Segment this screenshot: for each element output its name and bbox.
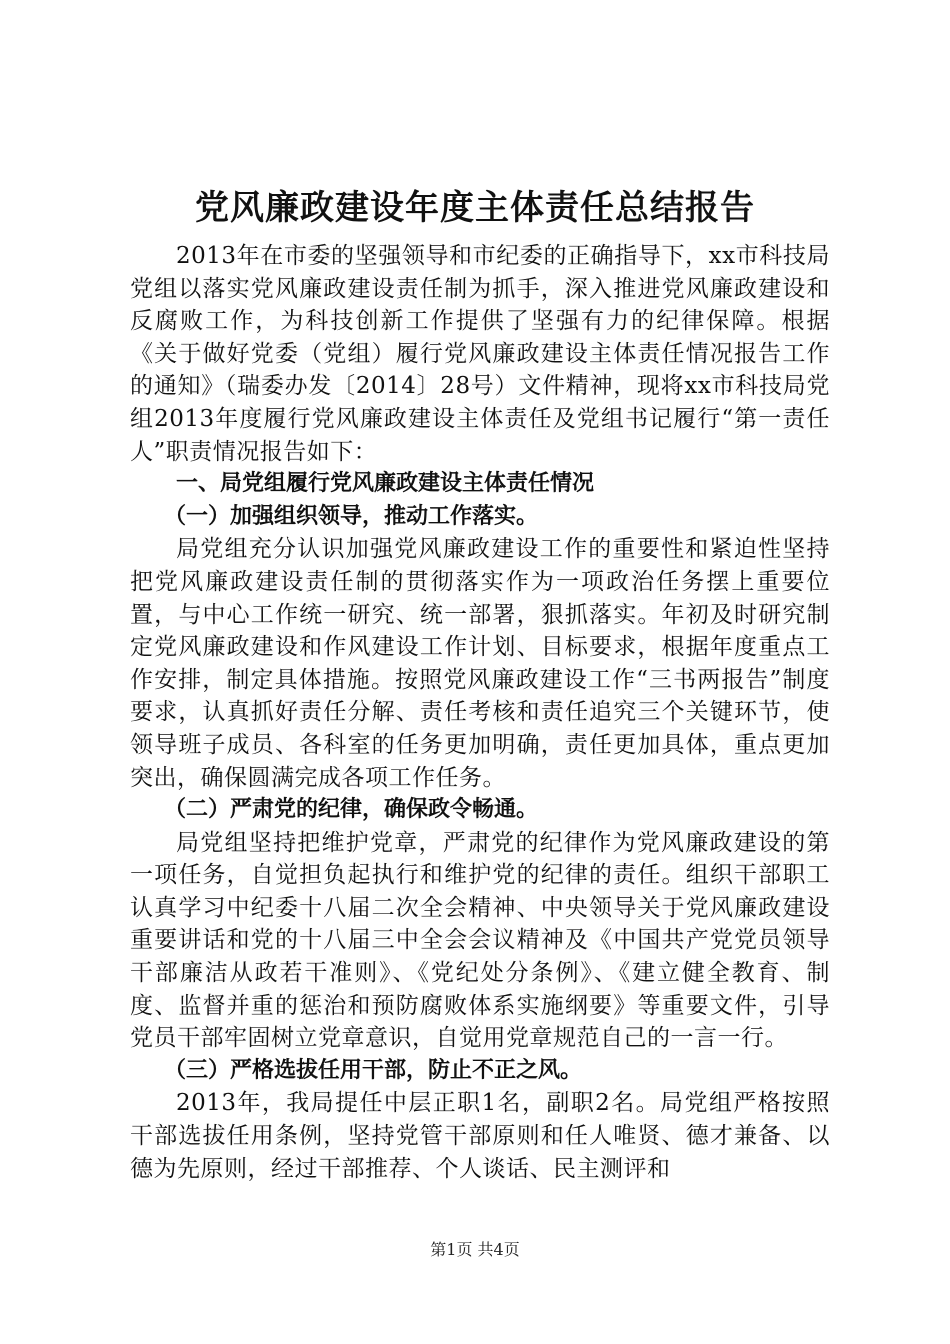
document-title: 党风廉政建设年度主体责任总结报告 (195, 188, 755, 228)
subsection-paragraph-1: 局党组充分认识加强党风廉政建设工作的重要性和紧迫性坚持把党风廉政建设责任制的贯彻落实作为一项政治任务摆上重要位置，与中心工作统一研究、统一部署，狠抓落实。年初及时研究制定党风廉政建设和作风建设工作计划、目标要求，根据年度重点工作安排，制定具体措施。按照党风廉政建设工作“三书两报告”制度要求，认真抓好责任分解、责任考核和责任追究三个关键环节，使领导班子成员、各科室的任务更加明确，责任更加具体，重点更加突出，确保圆满完成各项工作任务。 (130, 536, 830, 791)
subsection-paragraph-3: 2013年，我局提任中层正职1名，副职2名。局党组严格按照干部选拔任用条例，坚持党管干部原则和任人唯贤、德才兼备、以德为先原则，经过干部推荐、个人谈话、民主测评和 (130, 1090, 830, 1182)
page-number-footer: 第1页 共4页 (430, 1240, 520, 1259)
subsection-paragraph-2: 局党组坚持把维护党章，严肃党的纪律作为党风廉政建设的第一项任务，自觉担负起执行和维护党的纪律的责任。组织干部职工认真学习中纪委十八届二次全会精神、中央领导关于党风廉政建设重要讲话和党的十八届三中全会会议精神及《中国共产党党员领导干部廉洁从政若干准则》、《党纪处分条例》、《建立健全教育、制度、监督并重的惩治和预防腐败体系实施纲要》等重要文件，引导党员干部牢固树立党章意识，自觉用党章规范自己的一言一行。 (130, 829, 830, 1052)
document-body (130, 240, 830, 1185)
subsection-heading-1: （一）加强组织领导，推动工作落实。 (164, 503, 539, 529)
subsection-heading-2: （二）严肃党的纪律，确保政令畅通。 (164, 797, 539, 823)
section-heading-1: 一、局党组履行党风廉政建设主体责任情况 (176, 471, 595, 497)
intro-paragraph: 2013年在市委的坚强领导和市纪委的正确指导下，xx市科技局党组以落实党风廉政建设责任制为抓手，深入推进党风廉政建设和反腐败工作，为科技创新工作提供了坚强有力的纪律保障。根据《关于做好党委（党组）履行党风廉政建设主体责任情况报告工作的通知》（瑞委办发〔2014〕28号）文件精神，现将xx市科技局党组2013年度履行党风廉政建设主体责任及党组书记履行“第一责任人”职责情况报告如下： (130, 243, 830, 465)
subsection-heading-3: （三）严格选拔任用干部，防止不正之风。 (164, 1057, 583, 1083)
